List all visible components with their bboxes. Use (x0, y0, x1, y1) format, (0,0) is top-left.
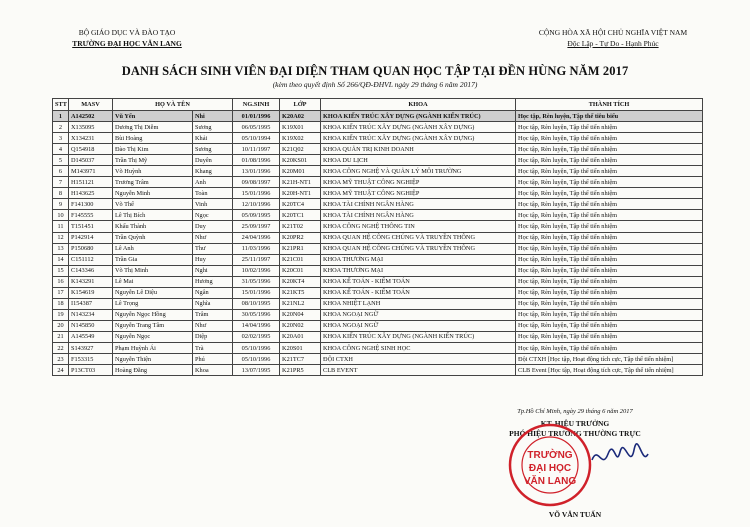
cell-givenname: Ngân (193, 287, 233, 298)
cell-givenname: Toàn (193, 188, 233, 199)
cell-achievement: Học tập, Rèn luyện, Tập thể tiến nhiệm (516, 232, 703, 243)
cell-achievement: Học tập, Rèn luyện, Tập thể tiến nhiệm (516, 243, 703, 254)
cell-class: K20A02 (280, 111, 321, 122)
cell-class: K20KT4 (280, 276, 321, 287)
cell-faculty: KHOA CÔNG NGHỆ VÀ QUẢN LÝ MÔI TRƯỜNG (321, 166, 516, 177)
col-faculty: KHOA (321, 99, 516, 111)
cell-dob: 01/08/1996 (233, 155, 280, 166)
nation-name: CỘNG HÒA XÃ HỘI CHỦ NGHĨA VIỆT NAM (538, 28, 688, 37)
cell-givenname: Khải (193, 133, 233, 144)
ministry-name: BỘ GIÁO DỤC VÀ ĐÀO TẠO (78, 28, 176, 37)
cell-masv: Q154918 (69, 144, 113, 155)
cell-surname: Trương Trâm (113, 177, 193, 188)
cell-achievement: Học tập, Rèn luyện, Tập thể tiến nhiệm (516, 254, 703, 265)
table-row (53, 210, 703, 221)
cell-dob: 12/10/1996 (233, 199, 280, 210)
col-dob: NG.SINH (233, 99, 280, 111)
table-row (53, 365, 703, 376)
cell-dob: 02/02/1995 (233, 331, 280, 342)
cell-dob: 13/01/1996 (233, 166, 280, 177)
cell-masv: P13CT03 (69, 365, 113, 376)
cell-givenname: Anh (193, 177, 233, 188)
cell-stt: 9 (53, 199, 69, 210)
cell-surname: Lê Trọng (113, 298, 193, 309)
cell-masv: S143927 (69, 342, 113, 353)
cell-stt: 11 (53, 221, 69, 232)
cell-class: K19X01 (280, 122, 321, 133)
cell-faculty: KHOA CÔNG NGHỆ THÔNG TIN (321, 221, 516, 232)
national-motto: Độc Lập - Tự Do - Hạnh Phúc (567, 39, 659, 48)
cell-class: K20H-NT1 (280, 188, 321, 199)
cell-surname: Võ Thị Minh (113, 265, 193, 276)
cell-stt: 7 (53, 177, 69, 188)
cell-class: K21T02 (280, 221, 321, 232)
cell-masv: A142502 (69, 111, 113, 122)
cell-givenname: Khang (193, 166, 233, 177)
cell-masv: N143234 (69, 309, 113, 320)
table-row (53, 144, 703, 155)
cell-stt: 16 (53, 276, 69, 287)
table-row (53, 122, 703, 133)
cell-class: K20S01 (280, 342, 321, 353)
cell-masv: F141300 (69, 199, 113, 210)
cell-achievement: Học tập, Rèn luyện, Tập thể tiến nhiệm (516, 276, 703, 287)
cell-givenname: Sương (193, 122, 233, 133)
cell-dob: 05/09/1995 (233, 210, 280, 221)
cell-givenname: Phú (193, 354, 233, 365)
cell-masv: X134231 (69, 133, 113, 144)
cell-givenname: Trâm (193, 309, 233, 320)
cell-stt: 17 (53, 287, 69, 298)
cell-faculty: KHOA NGOẠI NGỮ (321, 320, 516, 331)
cell-stt: 10 (53, 210, 69, 221)
table-row (53, 309, 703, 320)
table-row (53, 221, 703, 232)
table-row (53, 265, 703, 276)
cell-surname: Nguyễn Ngọc Hồng (113, 309, 193, 320)
cell-surname: Trần Quỳnh (113, 232, 193, 243)
cell-achievement: Học tập, Rèn luyện, Tập thể tiến nhiệm (516, 221, 703, 232)
table-row (53, 199, 703, 210)
cell-surname: Lê Anh (113, 243, 193, 254)
cell-dob: 30/05/1996 (233, 309, 280, 320)
cell-faculty: KHOA KẾ TOÁN - KIỂM TOÁN (321, 276, 516, 287)
table-row (53, 287, 703, 298)
cell-achievement: Học tập, Rèn luyện, Tập thể tiến nhiệm (516, 320, 703, 331)
cell-faculty: KHOA KIẾN TRÚC XÂY DỰNG (NGÀNH XÂY DỰNG) (321, 122, 516, 133)
cell-faculty: KHOA CÔNG NGHỆ SINH HỌC (321, 342, 516, 353)
cell-givenname: Thư (193, 243, 233, 254)
cell-dob: 25/11/1997 (233, 254, 280, 265)
cell-class: K19X02 (280, 133, 321, 144)
cell-stt: 24 (53, 365, 69, 376)
cell-stt: 5 (53, 155, 69, 166)
cell-dob: 31/05/1996 (233, 276, 280, 287)
svg-text:VĂN LANG: VĂN LANG (523, 476, 577, 487)
cell-surname: Võ Thế (113, 199, 193, 210)
cell-surname: Nguyễn Thiện (113, 354, 193, 365)
university-name: TRƯỜNG ĐẠI HỌC VĂN LANG (72, 39, 182, 48)
cell-class: K20N04 (280, 309, 321, 320)
table-row (53, 155, 703, 166)
cell-dob: 01/01/1996 (233, 111, 280, 122)
signature-title-1: KT. HIỆU TRƯỞNG (540, 419, 610, 428)
cell-faculty: KHOA QUẢN TRỊ KINH DOANH (321, 144, 516, 155)
cell-achievement: Học tập, Rèn luyện, Tập thể tiến nhiệm (516, 188, 703, 199)
cell-dob: 09/08/1997 (233, 177, 280, 188)
cell-masv: X135095 (69, 122, 113, 133)
cell-dob: 05/10/1994 (233, 133, 280, 144)
cell-stt: 3 (53, 133, 69, 144)
cell-faculty: KHOA DU LỊCH (321, 155, 516, 166)
handwritten-signature (590, 440, 650, 475)
cell-stt: 1 (53, 111, 69, 122)
cell-class: K21TC7 (280, 354, 321, 365)
cell-stt: 19 (53, 309, 69, 320)
cell-dob: 25/09/1997 (233, 221, 280, 232)
national-header (523, 27, 703, 49)
table-row (53, 243, 703, 254)
cell-class: K21C01 (280, 254, 321, 265)
document-title: DANH SÁCH SINH VIÊN ĐẠI DIỆN THAM QUAN HỌC TẬP TẠI ĐỀN HÙNG NĂM 2017 (121, 64, 629, 78)
col-masv: MASV (69, 99, 113, 111)
cell-givenname: Như (193, 320, 233, 331)
cell-class: K21Q02 (280, 144, 321, 155)
cell-achievement: Học tập, Rèn luyện, Tập thể tiến nhiệm (516, 287, 703, 298)
table-row (53, 177, 703, 188)
cell-achievement: Học tập, Rèn luyện, Tập thể tiêu biểu (516, 111, 703, 122)
cell-achievement: Học tập, Rèn luyện, Tập thể tiến nhiệm (516, 265, 703, 276)
cell-faculty: ĐỘI CTXH (321, 354, 516, 365)
cell-faculty: CLB EVENT (321, 365, 516, 376)
svg-text:ĐẠI HỌC: ĐẠI HỌC (528, 463, 572, 474)
cell-faculty: KHOA KIẾN TRÚC XÂY DỰNG (NGÀNH KIẾN TRÚC) (321, 331, 516, 342)
cell-faculty: KHOA THƯƠNG MẠI (321, 265, 516, 276)
document-subtitle: (kèm theo quyết định Số 266/QĐ-ĐHVL ngày 29 tháng 6 năm 2017) (272, 80, 478, 89)
cell-dob: 13/07/1995 (233, 365, 280, 376)
cell-achievement: Học tập, Rèn luyện, Tập thể tiến nhiệm (516, 298, 703, 309)
cell-achievement: Học tập, Rèn luyện, Tập thể tiến nhiệm (516, 210, 703, 221)
cell-surname: Nguyễn Lê Diệu (113, 287, 193, 298)
cell-givenname: Như (193, 232, 233, 243)
cell-masv: A145549 (69, 331, 113, 342)
col-fullname: HỌ VÀ TÊN (113, 99, 233, 111)
cell-surname: Nguyễn Minh (113, 188, 193, 199)
cell-stt: 21 (53, 331, 69, 342)
cell-faculty: KHOA NHIỆT LẠNH (321, 298, 516, 309)
cell-class: K21KT5 (280, 287, 321, 298)
student-table (52, 98, 703, 376)
cell-dob: 14/04/1996 (233, 320, 280, 331)
col-stt: STT (53, 99, 69, 111)
table-row (53, 188, 703, 199)
cell-givenname: Sương (193, 144, 233, 155)
cell-givenname: Trà (193, 342, 233, 353)
cell-masv: T151451 (69, 221, 113, 232)
cell-dob: 08/10/1995 (233, 298, 280, 309)
cell-achievement: Học tập, Rèn luyện, Tập thể tiến nhiệm (516, 166, 703, 177)
cell-stt: 4 (53, 144, 69, 155)
cell-givenname: Hương (193, 276, 233, 287)
cell-achievement: Học tập, Rèn luyện, Tập thể tiến nhiệm (516, 199, 703, 210)
cell-dob: 15/01/1996 (233, 287, 280, 298)
cell-surname: Võ Huỳnh (113, 166, 193, 177)
cell-masv: C143346 (69, 265, 113, 276)
cell-class: K20PR2 (280, 232, 321, 243)
cell-achievement: Học tập, Rèn luyện, Tập thể tiến nhiệm (516, 309, 703, 320)
cell-faculty: KHOA NGOẠI NGỮ (321, 309, 516, 320)
cell-masv: H143625 (69, 188, 113, 199)
cell-surname: Lê Mai (113, 276, 193, 287)
cell-surname: Đào Thị Kim (113, 144, 193, 155)
cell-stt: 6 (53, 166, 69, 177)
cell-masv: H151121 (69, 177, 113, 188)
cell-stt: 14 (53, 254, 69, 265)
cell-masv: M143971 (69, 166, 113, 177)
cell-achievement: Học tập, Rèn luyện, Tập thể tiến nhiệm (516, 133, 703, 144)
cell-stt: 20 (53, 320, 69, 331)
cell-givenname: Huy (193, 254, 233, 265)
cell-dob: 10/02/1996 (233, 265, 280, 276)
cell-surname: Lê Thị Bích (113, 210, 193, 221)
cell-givenname: Ngọc (193, 210, 233, 221)
cell-achievement: Đội CTXH [Học tập, Hoạt động tích cực, Tập thể tiến nhiệm] (516, 354, 703, 365)
cell-givenname: Duy (193, 221, 233, 232)
cell-dob: 15/01/1996 (233, 188, 280, 199)
cell-surname: Phạm Huỳnh Ái (113, 342, 193, 353)
cell-stt: 23 (53, 354, 69, 365)
table-row (53, 354, 703, 365)
cell-masv: K154619 (69, 287, 113, 298)
cell-surname: Khấu Thành (113, 221, 193, 232)
cell-surname: Trần Gia (113, 254, 193, 265)
table-row (53, 111, 703, 122)
cell-dob: 10/11/1997 (233, 144, 280, 155)
cell-dob: 05/10/1996 (233, 342, 280, 353)
table-row (53, 254, 703, 265)
cell-surname: Nguyễn Ngọc (113, 331, 193, 342)
col-class: LỚP (280, 99, 321, 111)
cell-class: K20A01 (280, 331, 321, 342)
table-row (53, 133, 703, 144)
cell-class: K21NL2 (280, 298, 321, 309)
cell-masv: F145555 (69, 210, 113, 221)
cell-masv: C151112 (69, 254, 113, 265)
cell-faculty: KHOA THƯƠNG MẠI (321, 254, 516, 265)
signatory-name: VÕ VĂN TUẤN (548, 510, 602, 519)
cell-givenname: Diệp (193, 331, 233, 342)
cell-masv: K143291 (69, 276, 113, 287)
cell-dob: 06/05/1995 (233, 122, 280, 133)
cell-surname: Trần Thị Mỹ (113, 155, 193, 166)
ministry-header (52, 27, 202, 49)
cell-faculty: KHOA MỸ THUẬT CÔNG NGHIỆP (321, 177, 516, 188)
cell-masv: I154387 (69, 298, 113, 309)
cell-givenname: Nhi (193, 111, 233, 122)
cell-faculty: KHOA KIẾN TRÚC XÂY DỰNG (NGÀNH KIẾN TRÚC) (321, 111, 516, 122)
cell-class: K20N02 (280, 320, 321, 331)
cell-class: K20TC1 (280, 210, 321, 221)
table-header-row (53, 99, 703, 111)
svg-text:TRƯỜNG: TRƯỜNG (527, 450, 573, 461)
cell-surname: Dương Thị Diễm (113, 122, 193, 133)
university-seal (505, 420, 595, 510)
table-row (53, 276, 703, 287)
cell-dob: 24/04/1996 (233, 232, 280, 243)
cell-masv: P150680 (69, 243, 113, 254)
cell-class: K20TC4 (280, 199, 321, 210)
cell-stt: 2 (53, 122, 69, 133)
table-row (53, 331, 703, 342)
cell-achievement: Học tập, Rèn luyện, Tập thể tiến nhiệm (516, 331, 703, 342)
cell-stt: 13 (53, 243, 69, 254)
cell-givenname: Vinh (193, 199, 233, 210)
cell-faculty: KHOA TÀI CHÍNH NGÂN HÀNG (321, 210, 516, 221)
table-row (53, 298, 703, 309)
cell-faculty: KHOA TÀI CHÍNH NGÂN HÀNG (321, 199, 516, 210)
cell-faculty: KHOA MỸ THUẬT CÔNG NGHIỆP (321, 188, 516, 199)
cell-givenname: Nghĩa (193, 298, 233, 309)
signature-title-2: PHÓ HIỆU TRƯỞNG THƯỜNG TRỰC (509, 429, 641, 438)
cell-surname: Nguyễn Trang Tâm (113, 320, 193, 331)
cell-dob: 05/10/1996 (233, 354, 280, 365)
cell-achievement: Học tập, Rèn luyện, Tập thể tiến nhiệm (516, 144, 703, 155)
col-achievement: THÀNH TÍCH (516, 99, 703, 111)
cell-faculty: KHOA KẾ TOÁN - KIỂM TOÁN (321, 287, 516, 298)
cell-surname: Bùi Hoàng (113, 133, 193, 144)
cell-givenname: Duyên (193, 155, 233, 166)
cell-achievement: CLB Event [Học tập, Hoạt động tích cực, Tập thể tiến nhiệm] (516, 365, 703, 376)
cell-faculty: KHOA QUAN HỆ CÔNG CHÚNG VÀ TRUYỀN THÔNG (321, 232, 516, 243)
cell-masv: F153315 (69, 354, 113, 365)
cell-class: K20KS01 (280, 155, 321, 166)
table-row (53, 342, 703, 353)
cell-faculty: KHOA KIẾN TRÚC XÂY DỰNG (NGÀNH XÂY DỰNG) (321, 133, 516, 144)
cell-masv: D145037 (69, 155, 113, 166)
cell-dob: 11/03/1996 (233, 243, 280, 254)
cell-stt: 22 (53, 342, 69, 353)
signature-place-date: Tp.Hồ Chí Minh, ngày 29 tháng 6 năm 2017 (517, 408, 633, 415)
cell-class: K20M01 (280, 166, 321, 177)
cell-masv: P142914 (69, 232, 113, 243)
cell-stt: 18 (53, 298, 69, 309)
cell-surname: Vũ Yến (113, 111, 193, 122)
cell-achievement: Học tập, Rèn luyện, Tập thể tiến nhiệm (516, 155, 703, 166)
cell-stt: 8 (53, 188, 69, 199)
cell-givenname: Khoa (193, 365, 233, 376)
cell-class: K21PR5 (280, 365, 321, 376)
cell-faculty: KHOA QUAN HỆ CÔNG CHÚNG VÀ TRUYỀN THÔNG (321, 243, 516, 254)
cell-class: K21H-NT1 (280, 177, 321, 188)
cell-achievement: Học tập, Rèn luyện, Tập thể tiến nhiệm (516, 177, 703, 188)
cell-masv: N145850 (69, 320, 113, 331)
cell-stt: 15 (53, 265, 69, 276)
cell-class: K21PR1 (280, 243, 321, 254)
cell-surname: Hoàng Đăng (113, 365, 193, 376)
cell-achievement: Học tập, Rèn luyện, Tập thể tiến nhiệm (516, 342, 703, 353)
table-row (53, 320, 703, 331)
table-row (53, 166, 703, 177)
cell-givenname: Nghi (193, 265, 233, 276)
cell-class: K20C01 (280, 265, 321, 276)
cell-achievement: Học tập, Rèn luyện, Tập thể tiến nhiệm (516, 122, 703, 133)
cell-stt: 12 (53, 232, 69, 243)
table-row (53, 232, 703, 243)
